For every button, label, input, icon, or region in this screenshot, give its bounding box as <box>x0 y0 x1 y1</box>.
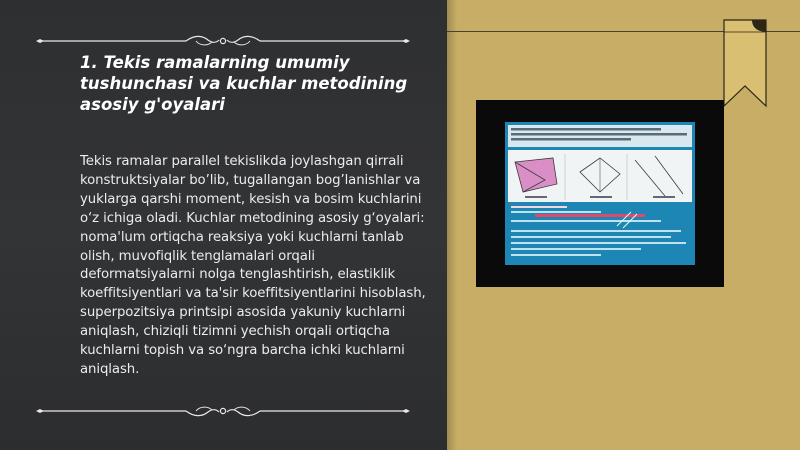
ornament-divider-bottom-icon <box>36 404 410 418</box>
slide-title: 1. Tekis ramalarning umumiy tushunchasi va kuchlar metodining asosiy g'oyalari <box>80 53 408 114</box>
embedded-diagram-picture <box>505 122 695 265</box>
bookmark-ribbon-icon <box>722 18 768 108</box>
slide-body-text: Tekis ramalar parallel tekislikda joylashgan qirrali konstruktsiyalar bo’lib, tugallangan bog’lanishlar va yuklarga qarshi moment, kesish va bosim kuchlarini o‘z ichiga oladi. Kuchlar metodining asosiy g‘oyalari: noma'lum ortiqcha reaksiya yoki kuchlarni tanlab olish, muvofiqlik tenglamalari orqali deformatsiyalarni nolga tenglashtirish, elastiklik koeffitsiyentlari va ta'sir koeffitsiyentlarini hisoblash, superpozitsiya printsipi asosida yakuniy kuchlarni aniqlash, chiziqli tizimni yechish orqali ortiqcha kuchlarni topish va so‘ngra barcha ichki kuchlarni aniqlash. <box>80 154 426 377</box>
frame-diagrams-icon <box>505 122 695 265</box>
ornament-divider-top-icon <box>36 34 410 48</box>
